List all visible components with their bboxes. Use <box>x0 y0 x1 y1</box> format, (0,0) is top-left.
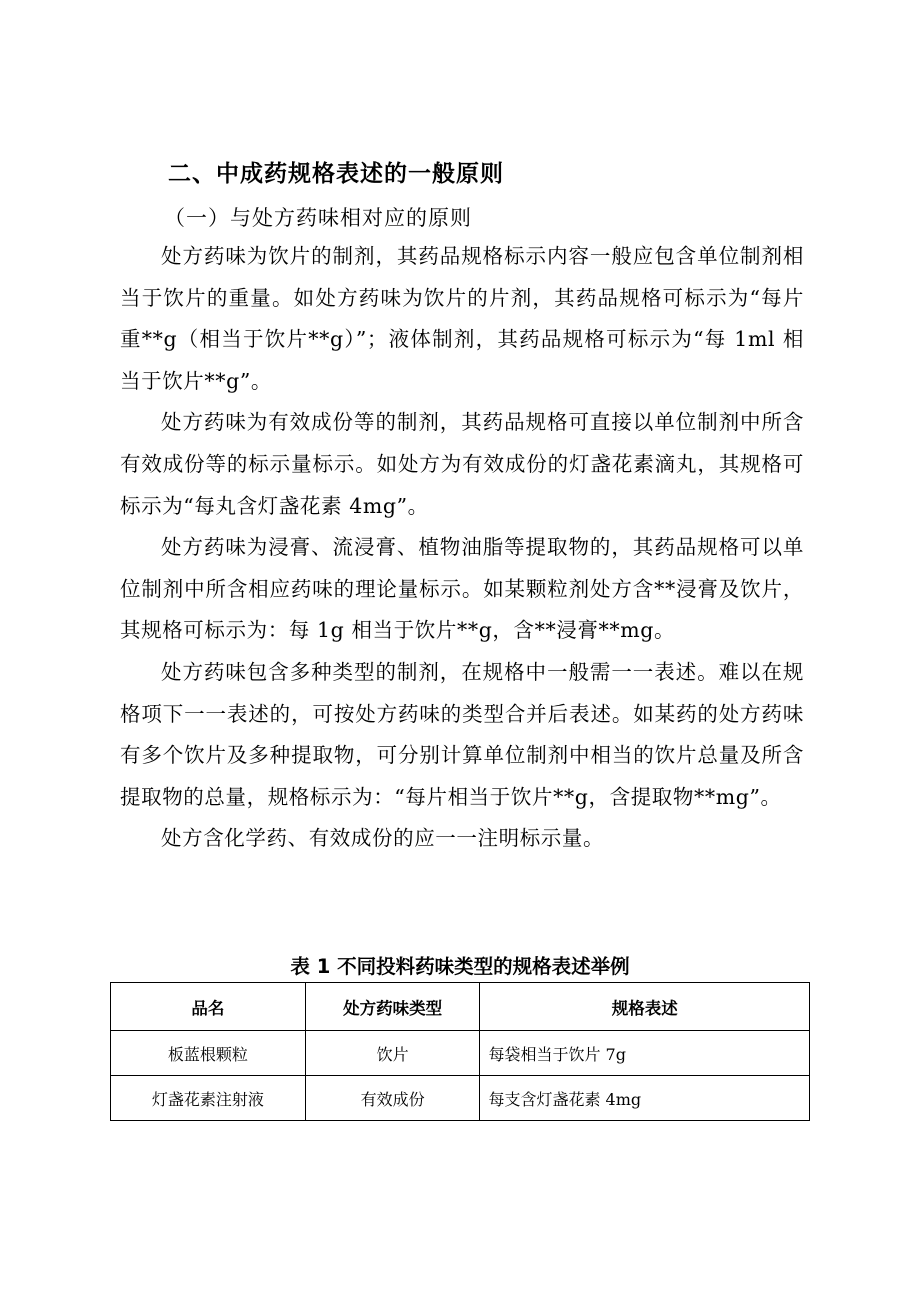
column-header-name: 品名 <box>111 983 306 1031</box>
cell-type: 饮片 <box>305 1031 480 1076</box>
paragraph: 处方药味为有效成份等的制剂，其药品规格可直接以单位制剂中所含有效成份等的标示量标示。如处方为有效成份的灯盏花素滴丸，其规格可标示为“每丸含灯盏花素 4mg”。 <box>120 410 804 518</box>
subsection-heading: （一）与处方药味相对应的原则 <box>164 206 472 230</box>
section-heading: 二、中成药规格表述的一般原则 <box>168 161 504 187</box>
paragraph: 处方药味为饮片的制剂，其药品规格标示内容一般应包含单位制剂相当于饮片的重量。如处方药味为饮片的片剂，其药品规格可标示为“每片重**g（相当于饮片**g）”；液体制剂，其药品规格可标示为“每 1ml 相当于饮片**g”。 <box>120 244 804 393</box>
cell-spec: 每袋相当于饮片 7g <box>480 1031 810 1076</box>
paragraph: 处方药味为浸膏、流浸膏、植物油脂等提取物的，其药品规格可以单位制剂中所含相应药味的理论量标示。如某颗粒剂处方含**浸膏及饮片，其规格可标示为：每 1g 相当于饮片**g，含**浸膏**mg。 <box>120 535 804 643</box>
table-caption: 表 1 不同投料药味类型的规格表述举例 <box>290 955 630 978</box>
column-header-spec: 规格表述 <box>480 983 810 1031</box>
cell-spec: 每支含灯盏花素 4mg <box>480 1076 810 1121</box>
body-text <box>120 236 804 860</box>
table-row <box>111 1076 810 1121</box>
paragraph: 处方药味包含多种类型的制剂，在规格中一般需一一表述。难以在规格项下一一表述的，可按处方药味的类型合并后表述。如某药的处方药味有多个饮片及多种提取物，可分别计算单位制剂中相当的饮片总量及所含提取物的总量，规格标示为：“每片相当于饮片**g，含提取物**mg”。 <box>120 659 804 809</box>
column-header-type: 处方药味类型 <box>305 983 480 1031</box>
cell-name: 板蓝根颗粒 <box>111 1031 306 1076</box>
cell-name: 灯盏花素注射液 <box>111 1076 306 1121</box>
spec-table <box>110 982 810 1121</box>
table-header-row <box>111 983 810 1031</box>
table-row <box>111 1031 810 1076</box>
paragraph: 处方含化学药、有效成份的应一一注明标示量。 <box>161 826 605 851</box>
cell-type: 有效成份 <box>305 1076 480 1121</box>
